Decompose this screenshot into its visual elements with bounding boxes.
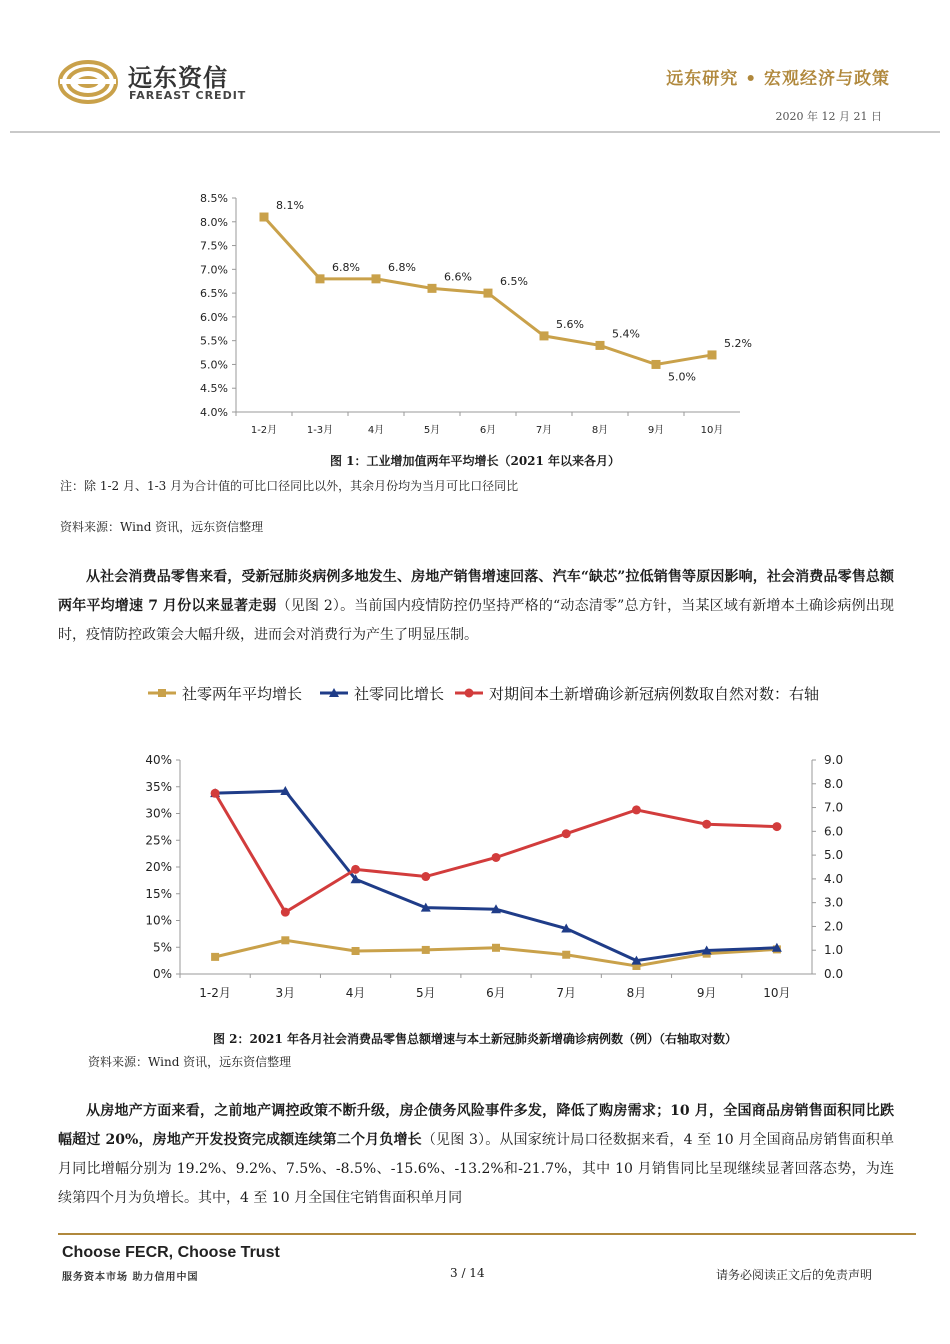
data-point [260,213,269,222]
y-right-tick-label: 0.0 [824,967,844,981]
figure2-source: 资料来源：Wind 资讯，远东资信整理 [88,1055,292,1069]
paragraph-retail-lead: 从社会消费品零售来看，受新冠肺炎病例多地发生、房地产销售增速回落、汽车“缺芯”拉低销售等原因影响，社会消费品零售总额两年平均增速 7 月份以来显著走弱 [58,569,894,614]
data-point [562,829,571,838]
y-right-tick-label: 6.0 [824,824,844,839]
y-tick-label: 6.5% [200,287,228,301]
x-tick-label: 10月 [763,986,791,1000]
x-tick-label: 8月 [626,986,647,1000]
page-number: 3 / 14 [450,1266,485,1280]
y-left-tick-label: 5% [152,940,172,955]
y-tick-label: 5.5% [200,334,228,348]
data-label: 6.5% [500,275,528,289]
x-tick-label: 4月 [367,425,385,436]
x-tick-label: 10月 [700,425,724,436]
logo-cn: 远东资信 [128,64,228,92]
y-right-tick-label: 4.0 [824,871,844,886]
y-tick-label: 7.5% [200,239,228,253]
figure2-caption: 图 2：2021 年各月社会消费品零售总额增速与本土新冠肺炎新增确诊病例数（例）（右轴取对数） [212,1032,738,1046]
data-point [428,284,437,293]
y-right-tick-label: 1.0 [824,943,844,958]
data-label: 5.4% [612,327,640,341]
data-point [351,865,360,874]
y-right-tick-label: 5.0 [824,848,844,863]
data-point [632,805,641,814]
paragraph-retail [58,563,894,650]
x-tick-label: 1-3月 [306,425,334,436]
figure1-caption: 图 1：工业增加值两年平均增长（2021 年以来各月） [329,454,621,468]
data-point [652,360,661,369]
logo-en: FAREAST CREDIT [129,89,247,102]
paragraph-real-estate [58,1097,894,1213]
y-left-tick-label: 10% [145,913,172,928]
y-left-tick-label: 15% [145,886,172,901]
data-label: 6.8% [388,260,416,274]
data-point [772,822,781,831]
footer-slogan: Choose FECR, Choose Trust [62,1244,280,1261]
y-tick-label: 4.5% [200,382,228,396]
data-point [540,331,549,340]
y-left-tick-label: 20% [145,860,172,874]
data-point [708,350,717,359]
legend-label: 社零同比增长 [354,685,445,703]
x-tick-label: 8月 [591,425,609,436]
x-tick-label: 6月 [479,425,497,436]
x-tick-label: 9月 [647,425,665,436]
legend-label: 对期间本土新增确诊新冠病例数取自然对数：右轴 [489,685,820,703]
report-date: 2020 年 12 月 21 日 [775,110,882,123]
y-left-tick-label: 30% [145,806,172,821]
legend-marker [465,689,474,698]
data-point [211,953,219,961]
x-tick-label: 1-2月 [250,425,278,436]
y-right-tick-label: 9.0 [824,753,844,767]
figure1-note: 注：除 1-2 月、1-3 月为合计值的可比口径同比以外，其余月份均为当月可比口径同比 [60,479,519,493]
legend-marker [158,689,166,697]
data-point [316,274,325,283]
data-point [281,936,289,944]
series-line [215,791,777,961]
data-point [372,274,381,283]
x-tick-label: 3月 [275,986,296,1000]
data-point [702,820,711,829]
y-tick-label: 5.0% [200,358,228,372]
header-divider [10,131,940,133]
footer-disclaimer: 请务必阅读正文后的免责声明 [715,1268,872,1282]
x-tick-label: 1-2月 [199,986,231,1000]
y-left-tick-label: 35% [145,779,172,794]
data-point [562,951,570,959]
y-right-tick-label: 7.0 [824,800,844,815]
data-point [211,789,220,798]
data-point [484,289,493,298]
x-tick-label: 6月 [486,986,506,1000]
paragraph-real-estate-lead: 从房地产方面来看，之前地产调控政策不断升级，房企债务风险事件多发，降低了购房需求；10 月，全国商品房销售面积同比跌幅超过 20%，房地产开发投资完成额连续第二个月负增长 [58,1103,894,1148]
paragraph-retail-body: （见图 2）。当前国内疫情防控仍坚持严格的“动态清零”总方针，当某区域有新增本土确诊病例出现时，疫情防控政策会大幅升级，进而会对消费行为产生了明显压制。 [58,598,894,643]
x-tick-label: 5月 [423,425,441,436]
x-tick-label: 4月 [345,986,366,1000]
x-tick-label: 7月 [556,986,577,1000]
series-line [215,793,777,912]
data-label: 5.2% [724,336,752,350]
y-left-tick-label: 25% [145,833,172,848]
footer-divider [58,1233,916,1235]
data-label: 6.8% [332,260,360,274]
data-point [421,872,430,881]
report-title: 远东研究 • 宏观经济与政策 [666,69,890,89]
footer-tagline: 服务资本市场 助力信用中国 [62,1272,199,1283]
data-label: 5.6% [556,317,584,331]
y-left-tick-label: 40% [145,753,172,767]
figure1-source: 资料来源：Wind 资讯，远东资信整理 [60,520,264,534]
data-point [492,853,501,862]
x-tick-label: 5月 [415,986,436,1000]
y-tick-label: 4.0% [200,406,228,419]
paragraph-real-estate-body: （见图 3）。从国家统计局口径数据来看，4 至 10 月全国商品房销售面积单月同比增幅分别为 19.2%、9.2%、7.5%、-8.5%、-15.6%、-13.2%和-21.7%，其中 10 月销售同比呈现继续显著回落态势，为连续第四个月为负增长。其中，4 至 10 月全国住宅销售面积单月同 [58,1132,894,1206]
data-point [596,341,605,350]
data-label: 5.0% [668,370,696,384]
x-tick-label: 9月 [696,986,717,1000]
y-tick-label: 8.5% [200,192,228,205]
y-right-tick-label: 2.0 [824,919,844,934]
y-right-tick-label: 3.0 [824,895,844,910]
data-label: 8.1% [276,199,304,213]
y-tick-label: 7.0% [200,263,228,277]
y-left-tick-label: 0% [152,967,172,981]
chart-industrial-value-added [180,188,780,443]
legend-label: 社零两年平均增长 [182,685,303,703]
x-tick-label: 7月 [535,425,553,436]
data-point [281,908,290,917]
data-point [352,947,360,955]
data-label: 6.6% [444,270,472,284]
y-right-tick-label: 8.0 [824,776,844,791]
data-point [422,946,430,954]
y-tick-label: 8.0% [200,215,228,229]
chart-retail-vs-covid [140,676,860,1006]
logo-emblem-icon [58,58,122,106]
data-point [492,944,500,952]
y-tick-label: 6.0% [200,310,228,324]
logo [58,56,248,110]
